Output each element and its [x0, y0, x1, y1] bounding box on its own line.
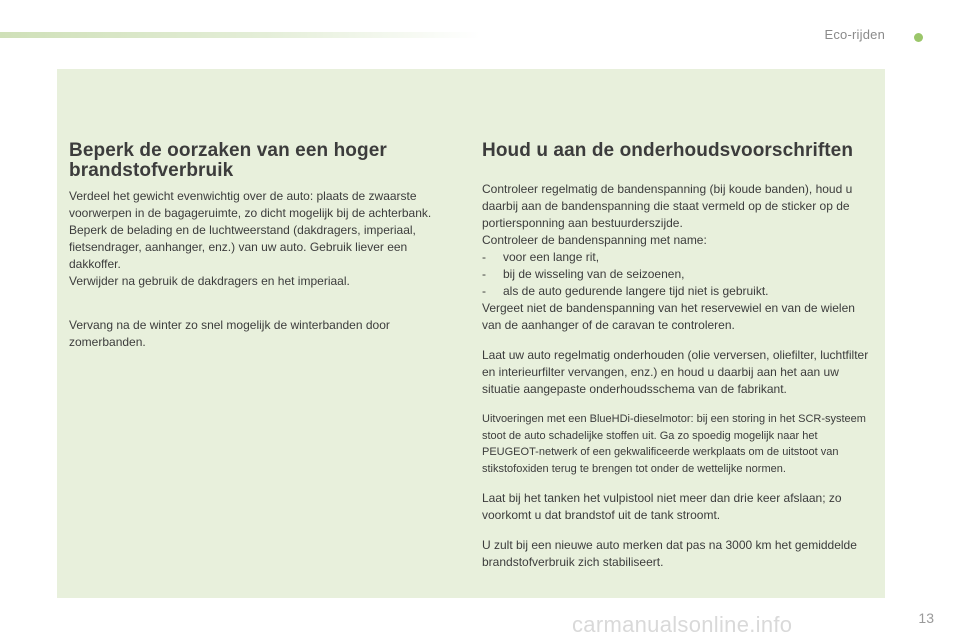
pressure-check-list: [482, 249, 874, 300]
right-paragraph-pressure: Controleer regelmatig de bandenspanning (bij koude banden), houd u daarbij aan de bandenspanning die staat vermeld op de sticker op de portiersponning aan bestuurderszijde.: [482, 182, 853, 230]
right-paragraph-new-car: U zult bij een nieuwe auto merken dat pas na 3000 km het gemiddelde brandstofverbruik zich stabiliseert.: [482, 538, 857, 569]
left-paragraph-remove-racks: Verwijder na gebruik de dakdragers en het imperiaal.: [69, 274, 350, 288]
section-title: Eco-rijden: [824, 27, 885, 42]
left-paragraph-weight: Verdeel het gewicht evenwichtig over de auto: plaats de zwaarste voorwerpen in de bagageruimte, zo dicht mogelijk bij de achterbank.: [69, 189, 432, 220]
list-item: - voor een lange rit,: [482, 249, 874, 266]
right-paragraph-bluehdi: Uitvoeringen met een BlueHDi-dieselmotor: bij een storing in het SCR-systeem stoot de auto schadelijke stoffen uit. Ga zo spoedig mogelijk naar het PEUGEOT-netwerk of een gekwalificeerde werkplaats om de uitstoot van stikstofoxiden terug te brengen tot onder de wettelijke normen.: [482, 413, 866, 475]
left-paragraph-tyres: Vervang na de winter zo snel mogelijk de winterbanden door zomerbanden.: [69, 318, 390, 349]
content-panel: [57, 69, 885, 598]
right-paragraph-refuel: Laat bij het tanken het vulpistool niet meer dan drie keer afslaan; zo voorkomt u dat brandstof uit de tank stroomt.: [482, 491, 842, 522]
list-item: - als de auto gedurende langere tijd niet is gebruikt.: [482, 283, 874, 300]
right-paragraph-spare-wheel: Vergeet niet de bandenspanning van het reservewiel en van de wielen van de aanhanger of de caravan te controleren.: [482, 301, 855, 332]
right-paragraph-pressure-when: Controleer de bandenspanning met name:: [482, 233, 707, 247]
left-heading: Beperk de oorzaken van een hoger brandstofverbruik: [69, 140, 387, 181]
list-item: - bij de wisseling van de seizoenen,: [482, 266, 874, 283]
left-column: [69, 141, 451, 351]
watermark: carmanualsonline.info: [572, 612, 793, 637]
left-paragraph-load: Beperk de belading en de luchtweerstand (dakdragers, imperiaal, fietsendrager, aanhanger, enz.) van uw auto. Gebruik liever een dakkoffer.: [69, 223, 416, 271]
right-column: [482, 141, 874, 571]
right-heading: Houd u aan de onderhoudsvoorschriften: [482, 140, 854, 161]
right-paragraph-service: Laat uw auto regelmatig onderhouden (olie verversen, oliefilter, luchtfilter en interieurfilter vervangen, enz.) en houd u daarbij aan het aan uw situatie aangepaste onderhoudsschema van de fabrikant.: [482, 348, 869, 396]
header-rule: [0, 32, 480, 38]
page-number: 13: [918, 610, 934, 626]
section-marker-dot: [914, 33, 923, 42]
